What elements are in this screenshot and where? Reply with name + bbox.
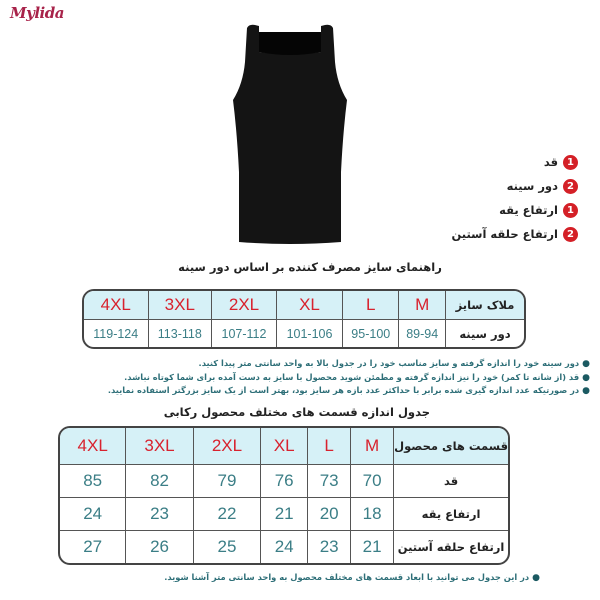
value-cell: 18 <box>350 498 393 531</box>
value-cell: 101-106 <box>276 320 342 347</box>
number-badge: 1 <box>563 203 578 218</box>
value-cell: 26 <box>125 531 192 563</box>
number-badge: 1 <box>563 155 578 170</box>
size-cell: 3XL <box>125 428 192 465</box>
bullet-icon: ● <box>532 573 540 583</box>
legend-item-chest <box>418 174 578 198</box>
value-cell: 23 <box>307 531 350 563</box>
value-cell: 107-112 <box>211 320 276 347</box>
value-cell: 95-100 <box>342 320 398 347</box>
value-cell: 82 <box>125 465 192 498</box>
bullet-icon: ● <box>582 359 590 369</box>
size-guide-table <box>82 289 526 349</box>
header-label-cell: ملاک سایز <box>445 291 524 320</box>
value-cell: 79 <box>193 465 260 498</box>
table-row <box>60 531 508 563</box>
legend-item-neck-height <box>418 198 578 222</box>
number-badge: 2 <box>563 179 578 194</box>
table-row <box>60 465 508 498</box>
bullet-icon: ● <box>582 386 590 396</box>
value-cell: 24 <box>260 531 307 563</box>
value-cell: 89-94 <box>398 320 445 347</box>
table-header-row <box>84 291 524 320</box>
measurement-legend <box>418 150 578 246</box>
legend-item-armhole-height <box>418 222 578 246</box>
dimensions-footnote: ●در این جدول می توانید با ابعاد قسمت های مختلف محصول به واحد سانتی متر آشنا شوید. <box>164 572 540 583</box>
dimensions-table <box>58 426 510 565</box>
value-cell: 85 <box>60 465 125 498</box>
value-cell: 22 <box>193 498 260 531</box>
size-cell: 4XL <box>60 428 125 465</box>
bullet-icon: ● <box>582 372 590 383</box>
brand-logo: Mylida <box>10 4 64 22</box>
value-cell: 20 <box>307 498 350 531</box>
size-cell: XL <box>260 428 307 465</box>
size-cell: M <box>350 428 393 465</box>
value-cell: 21 <box>350 531 393 563</box>
table-header-row <box>60 428 508 465</box>
value-cell: 21 <box>260 498 307 531</box>
value-cell: 113-118 <box>148 320 212 347</box>
size-cell: XL <box>276 291 342 320</box>
size-cell: 2XL <box>211 291 276 320</box>
size-cell: M <box>398 291 445 320</box>
number-badge: 2 <box>563 227 578 242</box>
table-row <box>84 320 524 347</box>
dimensions-table-title: جدول اندازه قسمت های مختلف محصول رکابی <box>163 405 430 419</box>
size-cell: L <box>307 428 350 465</box>
note-item: ●در صورتیکه عدد اندازه گیری شده برابر با حداکثر عدد بازه هر سایز بود، بهتر است از یک سایز بزرگتر استفاده نمایید. <box>107 385 590 396</box>
value-cell: 25 <box>193 531 260 563</box>
value-cell: 23 <box>125 498 192 531</box>
legend-label: ارتفاع حلقه آستین <box>451 227 558 241</box>
legend-label: دور سینه <box>506 179 558 193</box>
value-cell: 24 <box>60 498 125 531</box>
size-notes <box>5 357 590 398</box>
value-cell: 76 <box>260 465 307 498</box>
legend-label: ارتفاع یقه <box>499 203 558 217</box>
value-cell: 73 <box>307 465 350 498</box>
row-label-cell: قد <box>393 465 508 498</box>
size-guide-title: راهنمای سایز مصرف کننده بر اساس دور سینه <box>178 260 442 274</box>
note-item: ●دور سینه خود را اندازه گرفته و سایز مناسب خود را در جدول بالا به واحد سانتی متر پیدا کنید. <box>198 358 590 369</box>
row-label-cell: ارتفاع حلقه آستین <box>393 531 508 563</box>
size-cell: L <box>342 291 398 320</box>
size-cell: 3XL <box>148 291 212 320</box>
value-cell: 70 <box>350 465 393 498</box>
size-cell: 4XL <box>84 291 148 320</box>
header-label-cell: قسمت های محصول <box>393 428 508 465</box>
tank-top-image <box>225 22 355 250</box>
legend-label: قد <box>543 155 558 169</box>
note-item: ●قد (از شانه تا کمر) خود را نیز اندازه گرفته و مطمئن شوید محصول با سایز به دست آمده برای شما کوتاه نباشد. <box>124 371 590 383</box>
row-label-cell: دور سینه <box>445 320 524 347</box>
table-row <box>60 498 508 531</box>
row-label-cell: ارتفاع یقه <box>393 498 508 531</box>
size-cell: 2XL <box>193 428 260 465</box>
value-cell: 119-124 <box>93 326 139 341</box>
tank-top-icon <box>225 22 355 250</box>
legend-item-height <box>418 150 578 174</box>
value-cell: 27 <box>83 537 103 556</box>
